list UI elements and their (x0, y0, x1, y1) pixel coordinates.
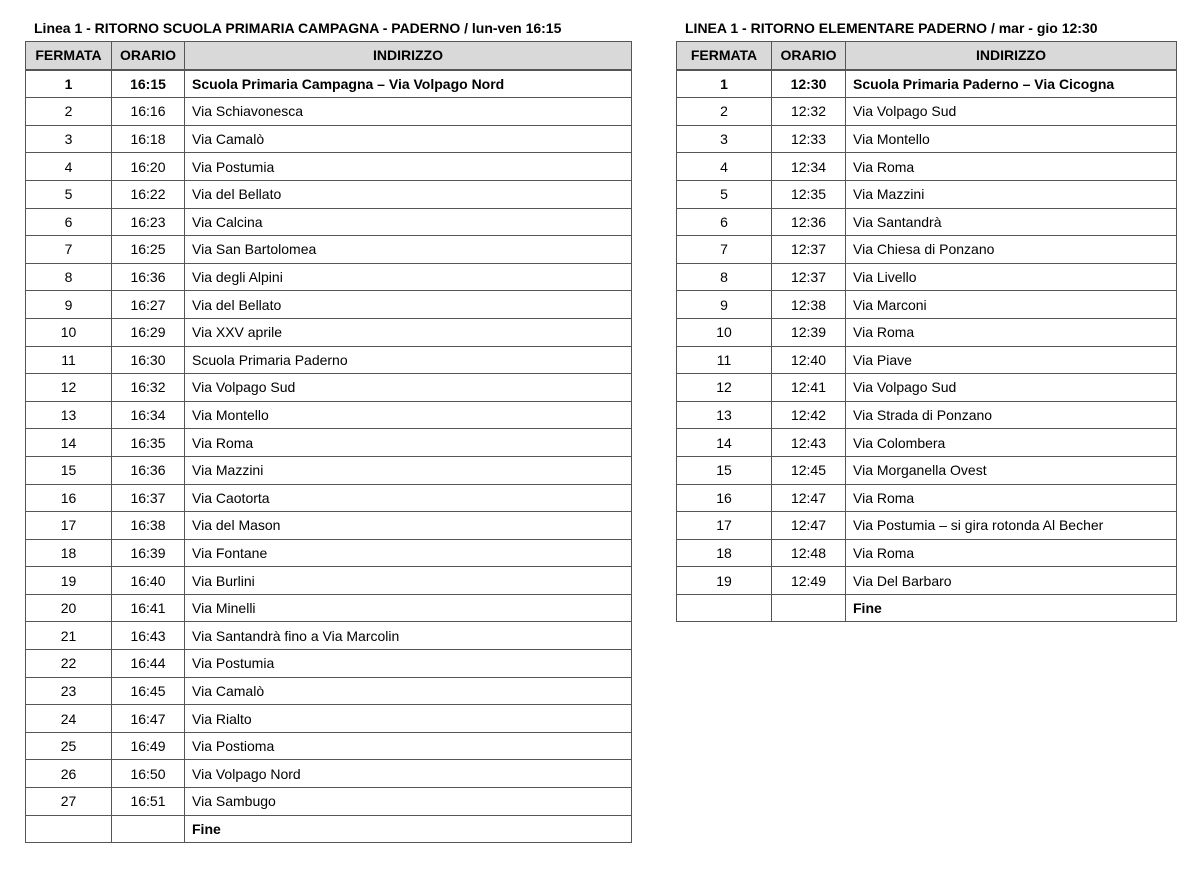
table-row (677, 401, 1177, 429)
stop-number-cell: 1 (677, 70, 772, 98)
table-row (26, 236, 632, 264)
header-fermata: FERMATA (677, 42, 772, 70)
stop-time-cell: 12:47 (772, 512, 846, 540)
table-row (26, 401, 632, 429)
table-row (26, 594, 632, 622)
table-row (677, 484, 1177, 512)
stop-number-cell: 5 (26, 180, 112, 208)
stop-time-cell: 12:37 (772, 263, 846, 291)
stop-time-cell: 12:40 (772, 346, 846, 374)
stop-address-cell: Via Schiavonesca (185, 98, 632, 126)
stop-address-cell: Via XXV aprile (185, 318, 632, 346)
stop-time-cell: 12:38 (772, 291, 846, 319)
table-row (677, 374, 1177, 402)
stop-time-cell: 12:42 (772, 401, 846, 429)
stop-number-cell (677, 594, 772, 622)
stop-number-cell: 22 (26, 650, 112, 678)
stop-address-cell: Via Strada di Ponzano (846, 401, 1177, 429)
stop-address-cell: Via del Bellato (185, 291, 632, 319)
table-row (677, 539, 1177, 567)
table-row (26, 788, 632, 816)
stop-number-cell: 26 (26, 760, 112, 788)
stop-address-cell: Via Roma (846, 484, 1177, 512)
table-row (26, 732, 632, 760)
stop-time-cell (772, 594, 846, 622)
table-row (677, 594, 1177, 622)
table-row (26, 98, 632, 126)
stop-address-cell: Via degli Alpini (185, 263, 632, 291)
stop-number-cell: 8 (26, 263, 112, 291)
stop-number-cell: 20 (26, 594, 112, 622)
stop-number-cell: 6 (26, 208, 112, 236)
table-row (26, 650, 632, 678)
stop-number-cell: 14 (26, 429, 112, 457)
table-row (26, 677, 632, 705)
stop-number-cell: 19 (677, 567, 772, 595)
table-row (26, 456, 632, 484)
stop-address-cell: Via Roma (846, 318, 1177, 346)
stop-number-cell: 1 (26, 70, 112, 98)
stop-number-cell: 10 (677, 318, 772, 346)
stop-number-cell: 13 (677, 401, 772, 429)
stop-address-cell: Via Volpago Nord (185, 760, 632, 788)
table-row (677, 125, 1177, 153)
stop-time-cell: 12:30 (772, 70, 846, 98)
table-row (26, 70, 632, 98)
table-row (677, 180, 1177, 208)
table-row (677, 512, 1177, 540)
stop-address-cell: Via Postioma (185, 732, 632, 760)
table-row (677, 567, 1177, 595)
stop-time-cell: 16:22 (112, 180, 185, 208)
stop-number-cell: 18 (677, 539, 772, 567)
stop-number-cell: 17 (26, 512, 112, 540)
stop-time-cell: 16:51 (112, 788, 185, 816)
stop-address-cell: Via San Bartolomea (185, 236, 632, 264)
stop-address-cell: Via Colombera (846, 429, 1177, 457)
stop-number-cell: 17 (677, 512, 772, 540)
stop-number-cell: 4 (26, 153, 112, 181)
stop-number-cell: 15 (26, 456, 112, 484)
stop-time-cell: 16:40 (112, 567, 185, 595)
stop-number-cell: 24 (26, 705, 112, 733)
table-row (26, 346, 632, 374)
stop-time-cell: 16:45 (112, 677, 185, 705)
stop-number-cell: 19 (26, 567, 112, 595)
stop-time-cell: 12:39 (772, 318, 846, 346)
stop-number-cell (26, 815, 112, 843)
stop-number-cell: 23 (26, 677, 112, 705)
table-body-right (677, 70, 1177, 622)
stop-address-cell: Via Burlini (185, 567, 632, 595)
stop-time-cell: 16:39 (112, 539, 185, 567)
stop-address-cell: Via Calcina (185, 208, 632, 236)
table-row (677, 236, 1177, 264)
stop-time-cell: 12:48 (772, 539, 846, 567)
stop-address-cell: Fine (185, 815, 632, 843)
schedule-block-right (676, 19, 1177, 622)
stop-number-cell: 16 (26, 484, 112, 512)
stop-time-cell: 16:49 (112, 732, 185, 760)
table-row (26, 180, 632, 208)
stop-address-cell: Scuola Primaria Paderno – Via Cicogna (846, 70, 1177, 98)
stop-address-cell: Via Postumia – si gira rotonda Al Becher (846, 512, 1177, 540)
stop-time-cell: 16:36 (112, 456, 185, 484)
stop-time-cell: 16:32 (112, 374, 185, 402)
stop-time-cell: 16:43 (112, 622, 185, 650)
stop-time-cell: 16:41 (112, 594, 185, 622)
table-row (677, 291, 1177, 319)
stop-address-cell: Via Montello (185, 401, 632, 429)
stop-address-cell: Via Del Barbaro (846, 567, 1177, 595)
header-fermata: FERMATA (26, 42, 112, 70)
stop-number-cell: 10 (26, 318, 112, 346)
table-row (677, 346, 1177, 374)
stop-address-cell: Via Sambugo (185, 788, 632, 816)
stop-time-cell: 16:38 (112, 512, 185, 540)
stop-address-cell: Via Camalò (185, 125, 632, 153)
stop-time-cell: 12:33 (772, 125, 846, 153)
stop-address-cell: Via Marconi (846, 291, 1177, 319)
stop-number-cell: 13 (26, 401, 112, 429)
stop-time-cell: 12:45 (772, 456, 846, 484)
stop-number-cell: 2 (677, 98, 772, 126)
table-row (26, 760, 632, 788)
stop-address-cell: Via Volpago Sud (846, 374, 1177, 402)
header-orario: ORARIO (772, 42, 846, 70)
table-row (677, 153, 1177, 181)
table-body-left (26, 70, 632, 843)
table-row (677, 429, 1177, 457)
table-row (26, 815, 632, 843)
stop-number-cell: 7 (26, 236, 112, 264)
stop-number-cell: 18 (26, 539, 112, 567)
stop-number-cell: 21 (26, 622, 112, 650)
table-row (26, 622, 632, 650)
stop-time-cell: 12:43 (772, 429, 846, 457)
stop-address-cell: Via Mazzini (846, 180, 1177, 208)
stop-address-cell: Via Volpago Sud (846, 98, 1177, 126)
stop-address-cell: Via del Bellato (185, 180, 632, 208)
table-row (26, 125, 632, 153)
stop-address-cell: Via Minelli (185, 594, 632, 622)
stop-address-cell: Via Caotorta (185, 484, 632, 512)
table-row (26, 263, 632, 291)
stop-time-cell: 12:37 (772, 236, 846, 264)
schedule-title-left: Linea 1 - RITORNO SCUOLA PRIMARIA CAMPAGNA - PADERNO / lun-ven 16:15 (34, 20, 562, 36)
stop-time-cell: 12:36 (772, 208, 846, 236)
stop-time-cell: 16:16 (112, 98, 185, 126)
stop-number-cell: 9 (677, 291, 772, 319)
schedule-table-right (676, 41, 1177, 622)
stop-number-cell: 14 (677, 429, 772, 457)
stop-address-cell: Via Mazzini (185, 456, 632, 484)
stop-time-cell: 16:47 (112, 705, 185, 733)
stop-address-cell: Scuola Primaria Paderno (185, 346, 632, 374)
stop-address-cell: Via Chiesa di Ponzano (846, 236, 1177, 264)
header-indirizzo: INDIRIZZO (185, 42, 632, 70)
stop-time-cell: 12:34 (772, 153, 846, 181)
table-row (26, 539, 632, 567)
stop-number-cell: 27 (26, 788, 112, 816)
stop-time-cell: 16:35 (112, 429, 185, 457)
stop-address-cell: Fine (846, 594, 1177, 622)
stop-time-cell: 12:47 (772, 484, 846, 512)
table-row (26, 705, 632, 733)
stop-number-cell: 12 (677, 374, 772, 402)
stop-number-cell: 16 (677, 484, 772, 512)
table-row (26, 208, 632, 236)
table-row (26, 484, 632, 512)
stop-address-cell: Via del Mason (185, 512, 632, 540)
table-row (677, 70, 1177, 98)
schedule-title-right: LINEA 1 - RITORNO ELEMENTARE PADERNO / mar - gio 12:30 (685, 20, 1098, 36)
stop-number-cell: 11 (26, 346, 112, 374)
stop-address-cell: Via Camalò (185, 677, 632, 705)
stop-address-cell: Via Volpago Sud (185, 374, 632, 402)
stop-number-cell: 5 (677, 180, 772, 208)
stop-time-cell: 16:27 (112, 291, 185, 319)
stop-address-cell: Via Piave (846, 346, 1177, 374)
stop-address-cell: Via Roma (185, 429, 632, 457)
table-row (26, 318, 632, 346)
stop-address-cell: Via Santandrà fino a Via Marcolin (185, 622, 632, 650)
table-row (26, 567, 632, 595)
stop-time-cell: 16:15 (112, 70, 185, 98)
stop-number-cell: 7 (677, 236, 772, 264)
stop-number-cell: 6 (677, 208, 772, 236)
stop-address-cell: Via Roma (846, 153, 1177, 181)
stop-number-cell: 3 (677, 125, 772, 153)
stop-time-cell: 12:41 (772, 374, 846, 402)
stop-number-cell: 8 (677, 263, 772, 291)
stop-number-cell: 15 (677, 456, 772, 484)
stop-address-cell: Via Rialto (185, 705, 632, 733)
header-indirizzo: INDIRIZZO (846, 42, 1177, 70)
stop-number-cell: 9 (26, 291, 112, 319)
stop-address-cell: Via Livello (846, 263, 1177, 291)
stop-address-cell: Via Fontane (185, 539, 632, 567)
stop-time-cell: 12:49 (772, 567, 846, 595)
stop-time-cell: 16:44 (112, 650, 185, 678)
stop-time-cell: 16:25 (112, 236, 185, 264)
stop-address-cell: Via Santandrà (846, 208, 1177, 236)
stop-number-cell: 25 (26, 732, 112, 760)
table-row (677, 456, 1177, 484)
stop-time-cell (112, 815, 185, 843)
table-row (677, 98, 1177, 126)
schedule-block-left (25, 19, 632, 843)
table-row (677, 263, 1177, 291)
table-row (26, 429, 632, 457)
stop-time-cell: 16:50 (112, 760, 185, 788)
stop-address-cell: Via Morganella Ovest (846, 456, 1177, 484)
table-row (26, 291, 632, 319)
stop-number-cell: 11 (677, 346, 772, 374)
stop-address-cell: Via Postumia (185, 153, 632, 181)
table-row (26, 374, 632, 402)
stop-time-cell: 16:23 (112, 208, 185, 236)
table-header-row (677, 42, 1177, 70)
stop-number-cell: 4 (677, 153, 772, 181)
stop-time-cell: 16:34 (112, 401, 185, 429)
table-row (26, 153, 632, 181)
schedule-table-left (25, 41, 632, 843)
stop-number-cell: 3 (26, 125, 112, 153)
header-orario: ORARIO (112, 42, 185, 70)
stop-time-cell: 12:35 (772, 180, 846, 208)
table-row (677, 318, 1177, 346)
stop-number-cell: 12 (26, 374, 112, 402)
stop-number-cell: 2 (26, 98, 112, 126)
stop-time-cell: 16:36 (112, 263, 185, 291)
stop-time-cell: 16:29 (112, 318, 185, 346)
stop-address-cell: Scuola Primaria Campagna – Via Volpago Nord (185, 70, 632, 98)
stop-address-cell: Via Montello (846, 125, 1177, 153)
stop-time-cell: 16:30 (112, 346, 185, 374)
stop-address-cell: Via Roma (846, 539, 1177, 567)
table-header-row (26, 42, 632, 70)
stop-address-cell: Via Postumia (185, 650, 632, 678)
table-row (677, 208, 1177, 236)
stop-time-cell: 16:37 (112, 484, 185, 512)
stop-time-cell: 16:18 (112, 125, 185, 153)
table-row (26, 512, 632, 540)
stop-time-cell: 16:20 (112, 153, 185, 181)
stop-time-cell: 12:32 (772, 98, 846, 126)
